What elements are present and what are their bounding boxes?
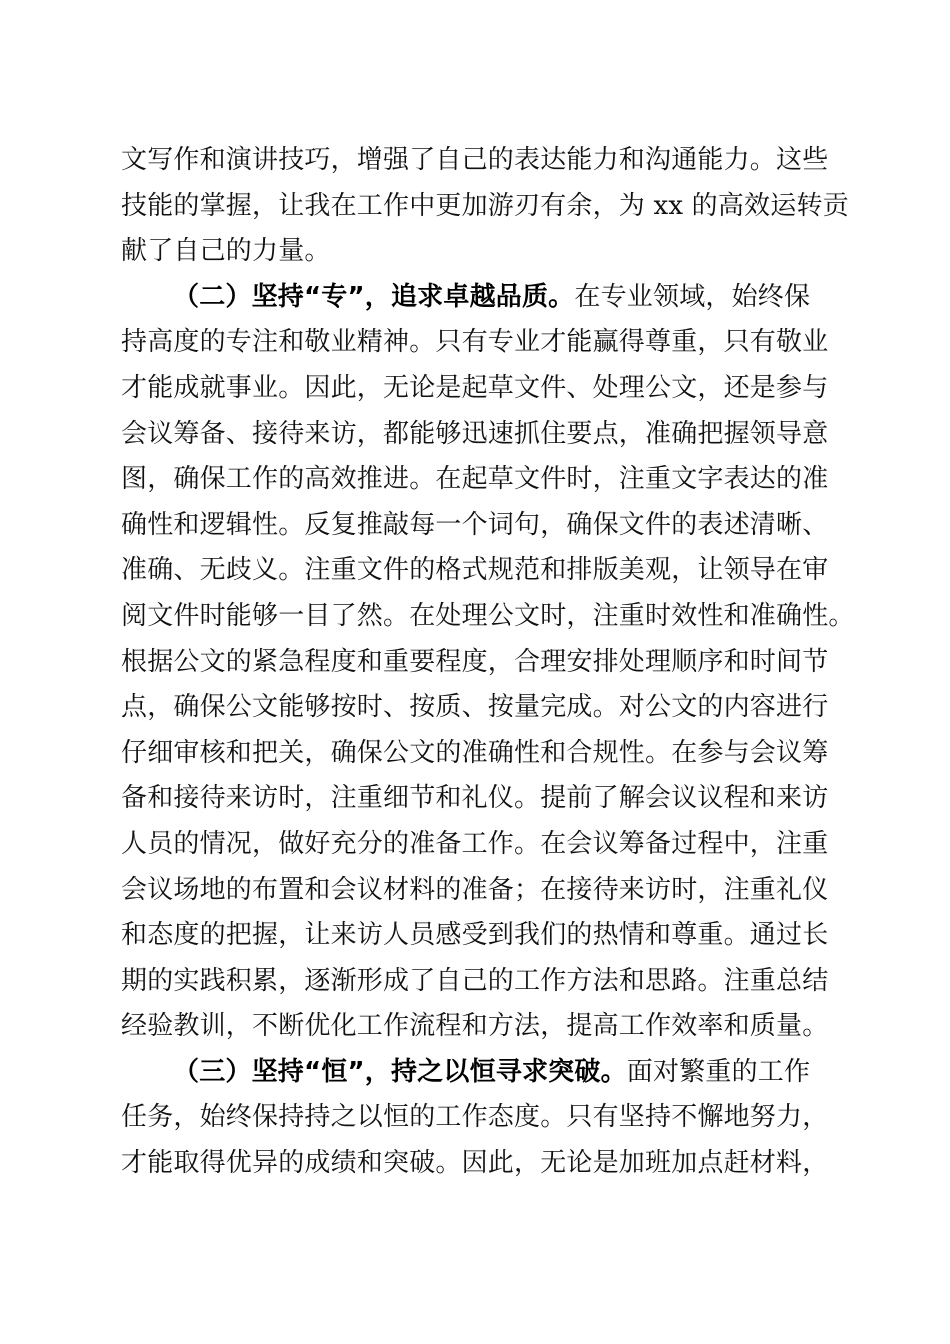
text-line: 献了自己的力量。 (121, 236, 331, 267)
text-line: 和态度的把握，让来访人员感受到我们的热情和尊重。通过长 (121, 920, 829, 951)
text-fragment: 面对繁重的工作 (626, 1056, 811, 1087)
text-line: 准确、无歧义。注重文件的格式规范和排版美观，让领导在审 (121, 555, 829, 586)
document-body (121, 138, 855, 1187)
text-line: 会议筹备、接待来访，都能够迅速抓住要点，准确把握领导意 (121, 418, 829, 449)
text-line: 仔细审核和把关，确保公文的准确性和合规性。在参与会议筹 (121, 737, 829, 768)
text-line: 持高度的专注和敬业精神。只有专业才能赢得尊重，只有敬业 (121, 327, 829, 358)
text-line: 会议场地的布置和会议材料的准备；在接待来访时，注重礼仪 (121, 874, 829, 905)
section-heading-3: （三）坚持“恒”，持之以恒寻求突破。 (173, 1056, 627, 1087)
text-line: 备和接待来访时，注重细节和礼仪。提前了解会议议程和来访 (121, 783, 829, 814)
text-line: 期的实践积累，逐渐形成了自己的工作方法和思路。注重总结 (121, 965, 829, 996)
text-line: 任务，始终保持持之以恒的工作态度。只有坚持不懈地努力， (121, 1102, 829, 1133)
text-line: 确性和逻辑性。反复推敲每一个词句，确保文件的表述清晰、 (121, 509, 829, 540)
text-line: 文写作和演讲技巧，增强了自己的表达能力和沟通能力。这些 (121, 145, 829, 175)
section-heading-line (121, 1050, 841, 1096)
text-line: 图，确保工作的高效推进。在起草文件时，注重文字表达的准 (121, 464, 829, 495)
text-fragment: 在专业领域，始终保 (574, 281, 811, 312)
text-line: 根据公文的紧急程度和重要程度，合理安排处理顺序和时间节 (121, 646, 829, 677)
section-heading-line (121, 275, 841, 321)
text-line: 经验教训，不断优化工作流程和方法，提高工作效率和质量。 (121, 1011, 829, 1042)
text-line: 技能的掌握，让我在工作中更加游刃有余，为 xx 的高效运转贡 (121, 190, 849, 221)
text-line: 才能取得优异的成绩和突破。因此，无论是加班加点赶材料， (121, 1148, 829, 1179)
section-heading-2: （二）坚持“专”，追求卓越品质。 (173, 281, 575, 312)
text-line: 才能成就事业。因此，无论是起草文件、处理公文，还是参与 (121, 372, 829, 403)
text-line: 人员的情况，做好充分的准备工作。在会议筹备过程中，注重 (121, 828, 829, 859)
text-line: 阅文件时能够一目了然。在处理公文时，注重时效性和准确性。 (121, 600, 855, 631)
text-line: 点，确保公文能够按时、按质、按量完成。对公文的内容进行 (121, 692, 829, 723)
